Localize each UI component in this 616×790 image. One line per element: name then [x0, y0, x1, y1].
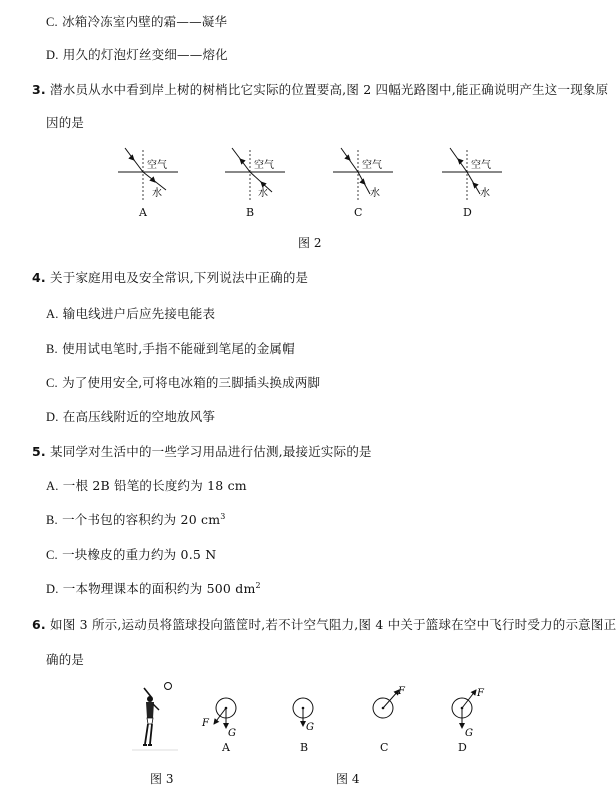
figure-2-light-paths: [0, 140, 616, 220]
force-diagram-d: [452, 688, 485, 739]
question-number: 6.: [32, 617, 46, 632]
question-number: 5.: [32, 444, 46, 459]
force-diagram-a: [201, 698, 236, 739]
force-label-f: F: [398, 686, 405, 697]
air-label: 空气: [362, 160, 382, 171]
force-label-c: C: [380, 741, 389, 754]
force-label-g: G: [228, 728, 236, 739]
question-text: 如图 3 所示,运动员将篮球投向篮筐时,若不计空气阻力,图 4 中关于篮球在空中飞行时受力的示意图正: [50, 617, 616, 632]
option-letter: A.: [46, 479, 59, 493]
question-number: 3.: [32, 82, 46, 97]
player-icon: [143, 688, 159, 745]
diagram-b: [225, 148, 285, 200]
option-text: 用久的灯泡灯丝变细——熔化: [62, 47, 228, 62]
q5-option-b: [46, 510, 226, 528]
superscript: 2: [255, 580, 261, 590]
option-text: 一根 2B 铅笔的长度约为 18 cm: [62, 478, 247, 493]
option-letter: C.: [46, 15, 58, 29]
air-label: 空气: [254, 160, 274, 171]
figure-3-basketball-player: [126, 680, 186, 752]
diagram-label-b: B: [246, 206, 255, 219]
option-d: [46, 45, 228, 63]
force-diagram-b: [293, 698, 314, 733]
option-text: 一块橡皮的重力约为 0.5 N: [62, 547, 217, 562]
water-label: 水: [370, 188, 380, 199]
option-text: 一个书包的容积约为 20 cm: [62, 512, 221, 527]
question-number: 4.: [32, 270, 46, 285]
option-letter: C.: [46, 376, 58, 390]
basketball-icon: [165, 683, 172, 690]
question-4-stem: [32, 268, 308, 286]
option-text: 在高压线附近的空地放风筝: [62, 409, 216, 424]
q4-option-d: [46, 407, 215, 425]
figure-4-caption: 图 4: [336, 772, 360, 786]
option-c: [46, 12, 227, 30]
force-label-a: A: [222, 741, 230, 754]
force-label-g: G: [465, 728, 473, 739]
option-letter: B.: [46, 513, 58, 527]
diagram-label-c: C: [354, 206, 363, 219]
question-3-line-1: [32, 80, 608, 98]
air-label: 空气: [471, 160, 491, 171]
force-diagram-c: [373, 686, 406, 718]
water-label: 水: [480, 188, 490, 199]
question-6-line-2: [46, 650, 84, 668]
figure-2-caption: 图 2: [298, 236, 322, 250]
force-label-f: F: [477, 688, 484, 699]
option-letter: D.: [46, 582, 59, 596]
question-text: 关于家庭用电及安全常识,下列说法中正确的是: [50, 270, 309, 285]
diagram-label-a: A: [139, 206, 147, 219]
q4-option-a: [46, 304, 215, 322]
option-text: 冰箱冷冻室内壁的霜——凝华: [62, 14, 228, 29]
option-letter: C.: [46, 548, 58, 562]
question-6-line-1: [32, 615, 616, 633]
diagram-a: [118, 148, 178, 200]
question-text: 潜水员从水中看到岸上树的树梢比它实际的位置要高,图 2 四幅光路图中,能正确说明产生这一现象原: [50, 82, 609, 97]
option-text: 为了使用安全,可将电冰箱的三脚插头换成两脚: [62, 375, 321, 390]
diagram-c: [333, 148, 393, 200]
question-5-stem: [32, 442, 372, 460]
option-letter: B.: [46, 342, 58, 356]
option-letter: D.: [46, 48, 59, 62]
superscript: 3: [220, 511, 226, 521]
force-label-f: F: [202, 718, 209, 729]
air-label: 空气: [147, 160, 167, 171]
option-text: 一本物理课本的面积约为 500 dm: [62, 581, 256, 596]
option-text: 输电线进户后应先接电能表: [62, 306, 216, 321]
diagram-label-d: D: [463, 206, 472, 219]
question-3-line-2: [46, 113, 84, 131]
water-label: 水: [258, 188, 268, 199]
question-text: 因的是: [46, 115, 85, 130]
force-label-g: G: [306, 722, 314, 733]
question-text: 某同学对生活中的一些学习用品进行估测,最接近实际的是: [50, 444, 372, 459]
q4-option-b: [46, 339, 295, 357]
q4-option-c: [46, 373, 320, 391]
option-letter: A.: [46, 307, 59, 321]
q5-option-c: [46, 545, 216, 563]
force-label-b: B: [300, 741, 309, 754]
diagram-d: [442, 148, 502, 200]
option-text: 使用试电笔时,手指不能碰到笔尾的金属帽: [62, 341, 295, 356]
q5-option-d: [46, 579, 261, 597]
option-letter: D.: [46, 410, 59, 424]
figure-3-caption: 图 3: [150, 772, 174, 786]
water-label: 水: [152, 188, 162, 199]
question-text: 确的是: [46, 652, 85, 667]
force-label-d: D: [458, 741, 467, 754]
q5-option-a: [46, 476, 247, 494]
